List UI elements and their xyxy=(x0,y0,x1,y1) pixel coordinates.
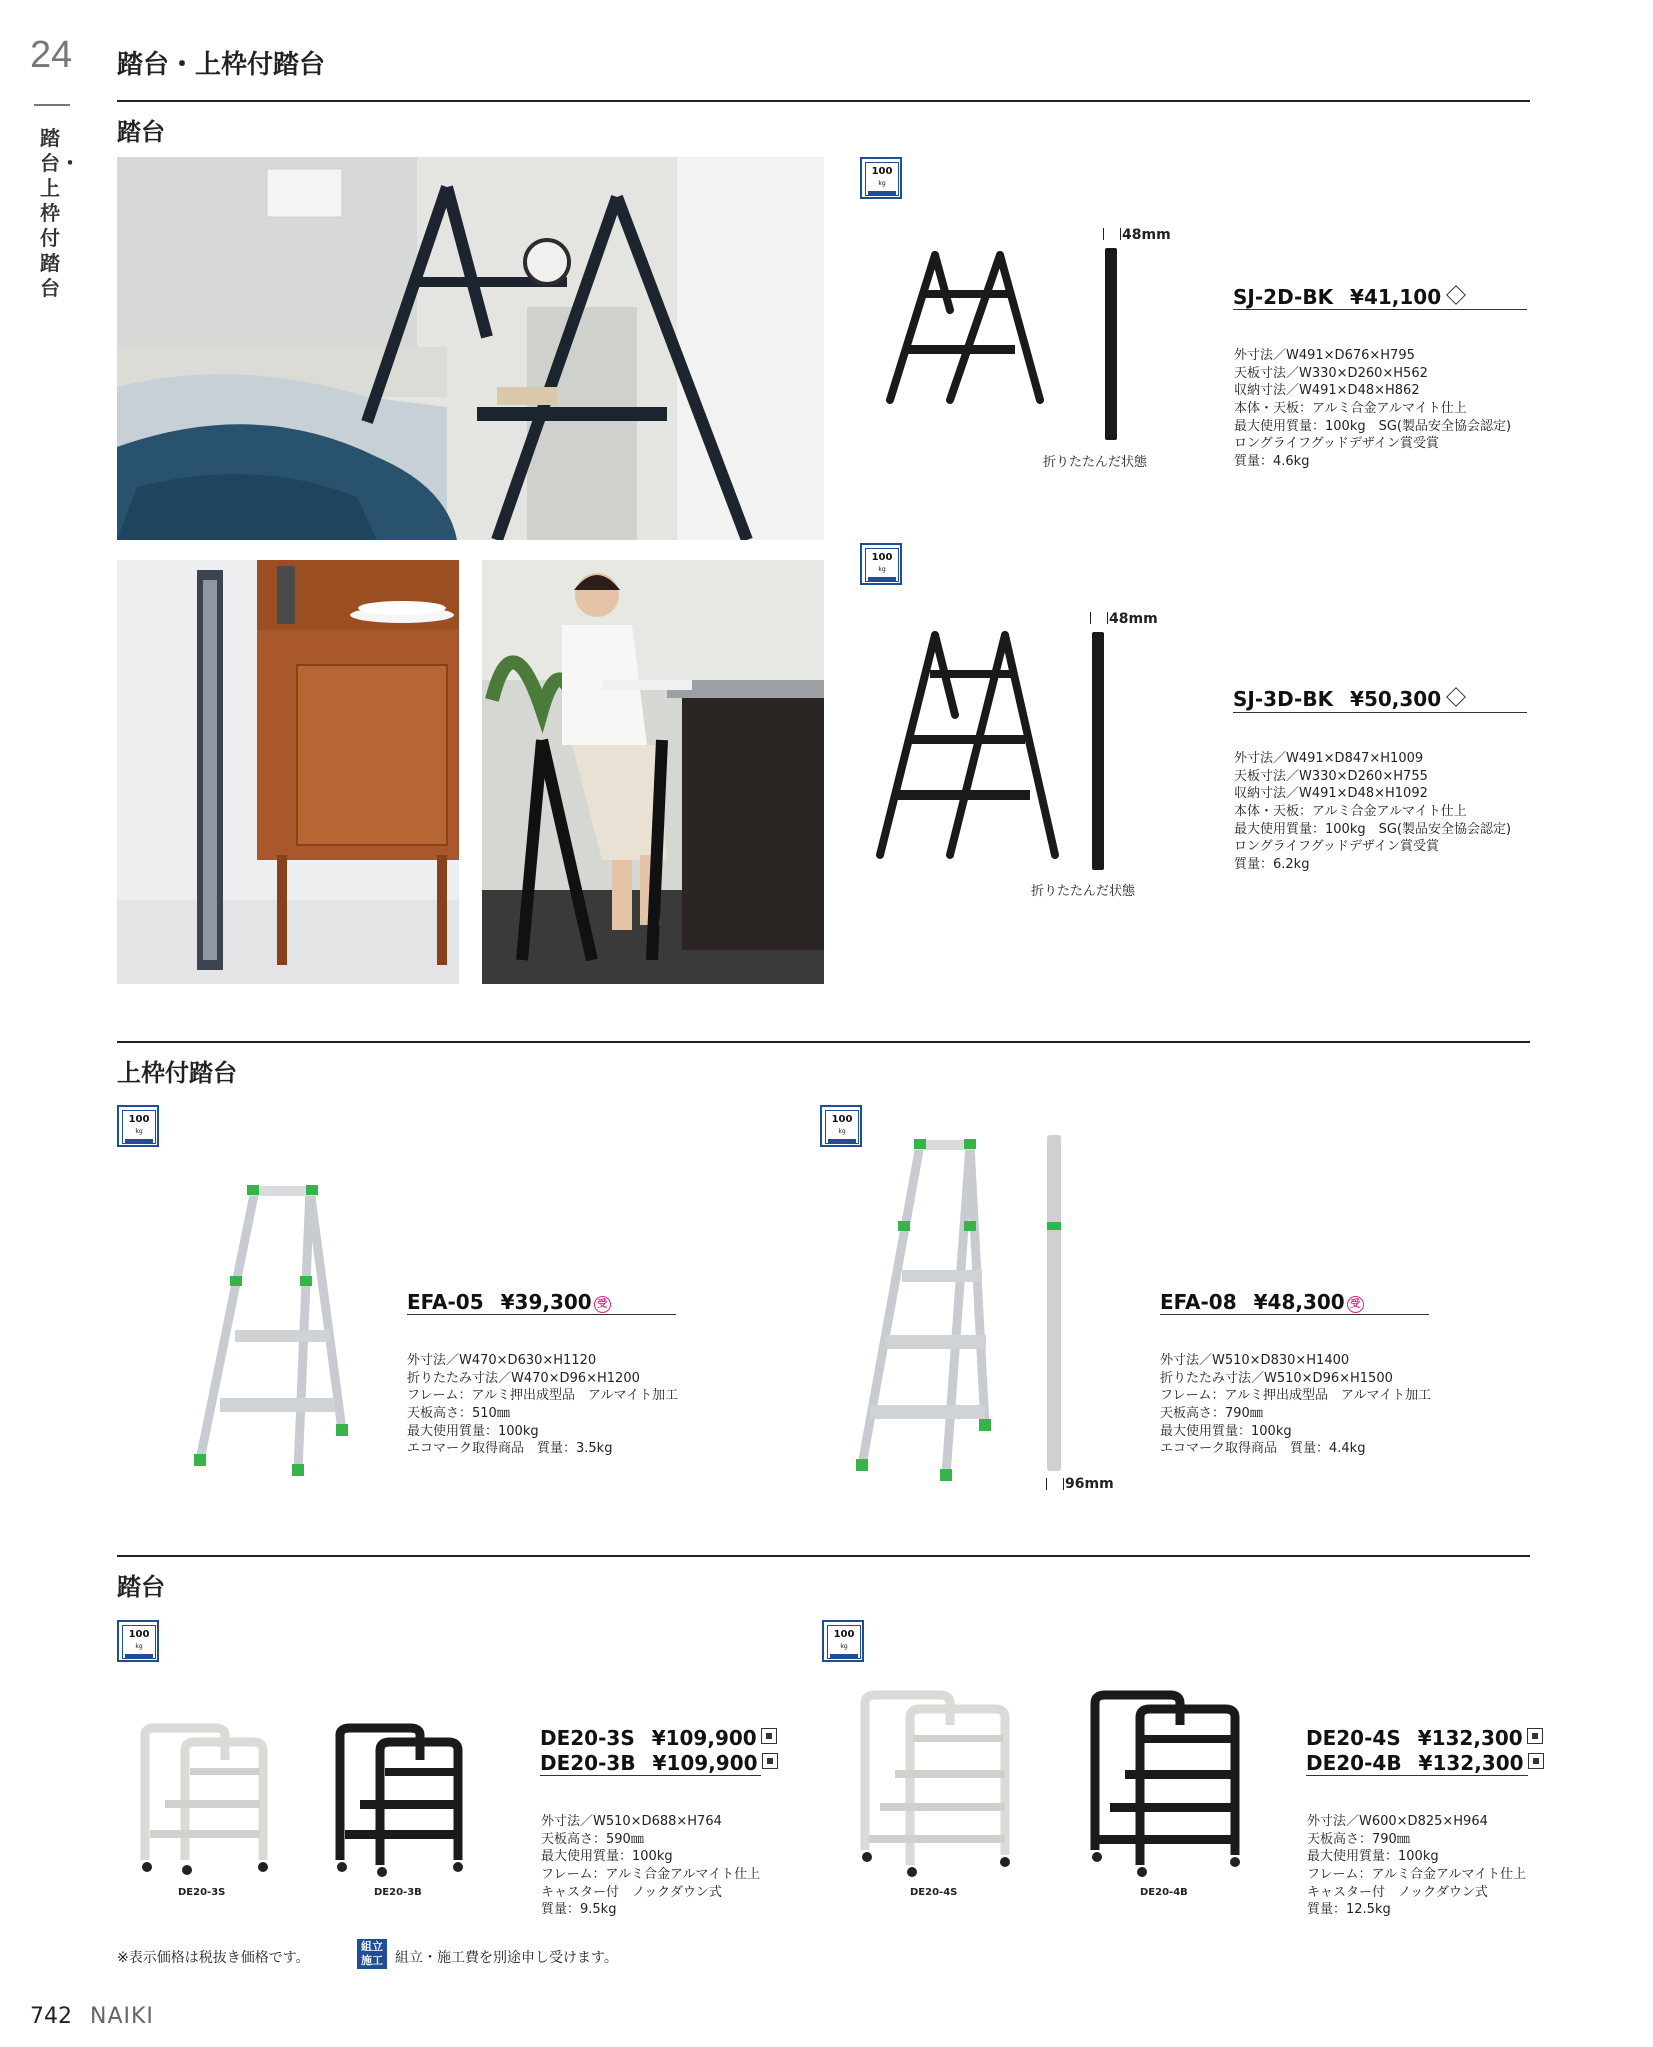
product-label: DE20-3S xyxy=(178,1887,226,1898)
side-label: 踏台・上枠付踏台 xyxy=(40,126,80,300)
folded-image-sj2d xyxy=(1105,248,1117,440)
assembly-mark-icon xyxy=(1527,1728,1543,1744)
model-rule xyxy=(540,1775,761,1776)
assembly-icon-top: 組立 xyxy=(361,1940,383,1953)
model-price: ¥48,300 xyxy=(1253,1290,1345,1314)
model-price: ¥39,300 xyxy=(500,1290,592,1314)
badge-unit: kg xyxy=(840,1643,848,1650)
diamond-mark-icon xyxy=(1446,285,1466,305)
assembly-mark-icon xyxy=(761,1728,777,1744)
model-de20-4b xyxy=(1306,1751,1544,1775)
section-title-stepstool: 踏台 xyxy=(117,118,165,146)
chapter-number-rule xyxy=(34,104,70,106)
load-capacity-badge xyxy=(117,1620,159,1662)
product-image-de20-3b xyxy=(330,1720,470,1880)
model-code: DE20-4S xyxy=(1306,1726,1401,1750)
load-capacity-badge xyxy=(860,157,902,199)
model-code: SJ-3D-BK xyxy=(1233,687,1334,711)
spec-list-de20-3: 外寸法／W510×D688×H764 天板高さ：590㎜ 最大使用質量：100kg フレーム：アルミ合金アルマイト仕上 キャスター付 ノックダウン式 質量：9.5kg xyxy=(541,1814,761,1918)
assembly-note: 組立・施工費を別途申し受けます。 xyxy=(395,1950,618,1966)
model-price: ¥50,300 xyxy=(1350,687,1442,711)
product-image-sj3d xyxy=(870,625,1070,865)
section-rule xyxy=(117,1041,1530,1043)
product-image-de20-4b xyxy=(1085,1685,1245,1880)
model-code: DE20-4B xyxy=(1306,1751,1402,1775)
fold-width-label: 96mm xyxy=(1065,1476,1114,1492)
badge-value: 100 xyxy=(833,1629,855,1640)
eco-mark-icon: 受 xyxy=(594,1296,611,1313)
product-label: DE20-4B xyxy=(1140,1887,1188,1898)
spec-list-de20-4: 外寸法／W600×D825×H964 天板高さ：790㎜ 最大使用質量：100kg フレーム：アルミ合金アルマイト仕上 キャスター付 ノックダウン式 質量：12.5kg xyxy=(1307,1814,1527,1918)
section-rule xyxy=(117,1555,1530,1557)
model-efa05 xyxy=(407,1290,611,1314)
eco-mark-icon: 受 xyxy=(1347,1296,1364,1313)
badge-value: 100 xyxy=(871,166,893,177)
model-sj2d xyxy=(1233,285,1463,309)
badge-unit: kg xyxy=(135,1128,143,1135)
photo-bedroom-scene xyxy=(117,157,824,540)
load-capacity-badge xyxy=(822,1620,864,1662)
assembly-mark-icon xyxy=(1528,1753,1544,1769)
fold-width-label: 48mm xyxy=(1122,227,1171,243)
section-title-framed-stepstool: 上枠付踏台 xyxy=(117,1059,237,1087)
chapter-number: 24 xyxy=(30,34,73,76)
product-image-de20-3s xyxy=(135,1720,275,1875)
model-price: ¥109,900 xyxy=(651,1726,757,1750)
section-title-stepstool: 踏台 xyxy=(117,1573,165,1601)
page-number: 742 xyxy=(30,2004,72,2029)
badge-unit: kg xyxy=(878,180,886,187)
fold-width-label: 48mm xyxy=(1109,611,1158,627)
dimension-marker xyxy=(1046,1478,1064,1490)
product-image-efa05 xyxy=(190,1180,360,1480)
model-sj3d xyxy=(1233,687,1463,711)
load-capacity-badge xyxy=(860,543,902,585)
model-code: EFA-08 xyxy=(1160,1290,1237,1314)
model-de20-3s xyxy=(540,1726,777,1750)
badge-value: 100 xyxy=(128,1629,150,1640)
model-price: ¥132,300 xyxy=(1417,1726,1523,1750)
load-capacity-badge xyxy=(117,1105,159,1147)
model-rule xyxy=(407,1314,676,1315)
dimension-marker xyxy=(1090,612,1108,624)
folded-green-cap xyxy=(1047,1222,1061,1230)
assembly-mark-icon xyxy=(762,1753,778,1769)
diamond-mark-icon xyxy=(1446,687,1466,707)
badge-value: 100 xyxy=(831,1114,853,1125)
spec-list-sj2d: 外寸法／W491×D676×H795 天板寸法／W330×D260×H562 収納寸法／W491×D48×H862 本体・天板：アルミ合金アルマイト仕上 最大使用質量：100kg SG(製品安全協会認定) ロングライフグッドデザイン賞受賞 質量：4.6kg xyxy=(1234,348,1512,469)
spec-list-efa05: 外寸法／W470×D630×H1120 折りたたみ寸法／W470×D96×H1200 フレーム：アルミ押出成型品 アルマイト加工 天板高さ：510㎜ 最大使用質量：100kg エコマーク取得商品 質量：3.5kg xyxy=(407,1353,679,1457)
model-code: EFA-05 xyxy=(407,1290,484,1314)
folded-image-sj3d xyxy=(1092,632,1104,870)
model-code: SJ-2D-BK xyxy=(1233,285,1334,309)
model-code: DE20-3B xyxy=(540,1751,636,1775)
folded-image-efa08 xyxy=(1047,1135,1061,1471)
assembly-icon-bottom: 施工 xyxy=(361,1954,383,1967)
model-efa08 xyxy=(1160,1290,1364,1314)
model-rule xyxy=(1306,1775,1528,1776)
spec-list-sj3d: 外寸法／W491×D847×H1009 天板寸法／W330×D260×H755 収納寸法／W491×D48×H1092 本体・天板：アルミ合金アルマイト仕上 最大使用質量：100kg SG(製品安全協会認定) ロングライフグッドデザイン賞受賞 質量：6.2kg xyxy=(1234,751,1512,872)
model-price: ¥132,300 xyxy=(1418,1751,1524,1775)
product-image-sj2d xyxy=(880,240,1050,410)
badge-value: 100 xyxy=(128,1114,150,1125)
badge-value: 100 xyxy=(871,552,893,563)
product-image-de20-4s xyxy=(855,1685,1015,1880)
dimension-marker xyxy=(1103,228,1121,240)
model-code: DE20-3S xyxy=(540,1726,635,1750)
product-label: DE20-4S xyxy=(910,1887,958,1898)
photo-woman-sitting xyxy=(482,560,824,984)
model-rule xyxy=(1233,712,1527,713)
model-rule xyxy=(1160,1314,1429,1315)
folded-caption: 折りたたんだ状態 xyxy=(1031,884,1136,899)
brand-name: NAIKI xyxy=(90,2004,154,2029)
model-de20-3b xyxy=(540,1751,778,1775)
page-title: 踏台・上枠付踏台 xyxy=(117,50,326,80)
badge-unit: kg xyxy=(878,566,886,573)
product-image-efa08 xyxy=(850,1135,1000,1485)
model-de20-4s xyxy=(1306,1726,1543,1750)
model-price: ¥41,100 xyxy=(1350,285,1442,309)
model-rule xyxy=(1233,309,1527,310)
assembly-icon xyxy=(357,1939,387,1969)
photo-cabinet-scene xyxy=(117,560,459,984)
product-label: DE20-3B xyxy=(374,1887,422,1898)
tax-note: ※表示価格は税抜き価格です。 xyxy=(117,1950,310,1966)
model-price: ¥109,900 xyxy=(652,1751,758,1775)
spec-list-efa08: 外寸法／W510×D830×H1400 折りたたみ寸法／W510×D96×H1500 フレーム：アルミ押出成型品 アルマイト加工 天板高さ：790㎜ 最大使用質量：100kg エコマーク取得商品 質量：4.4kg xyxy=(1160,1353,1432,1457)
badge-unit: kg xyxy=(838,1128,846,1135)
header-rule xyxy=(117,100,1530,102)
badge-unit: kg xyxy=(135,1643,143,1650)
folded-caption: 折りたたんだ状態 xyxy=(1043,455,1148,470)
